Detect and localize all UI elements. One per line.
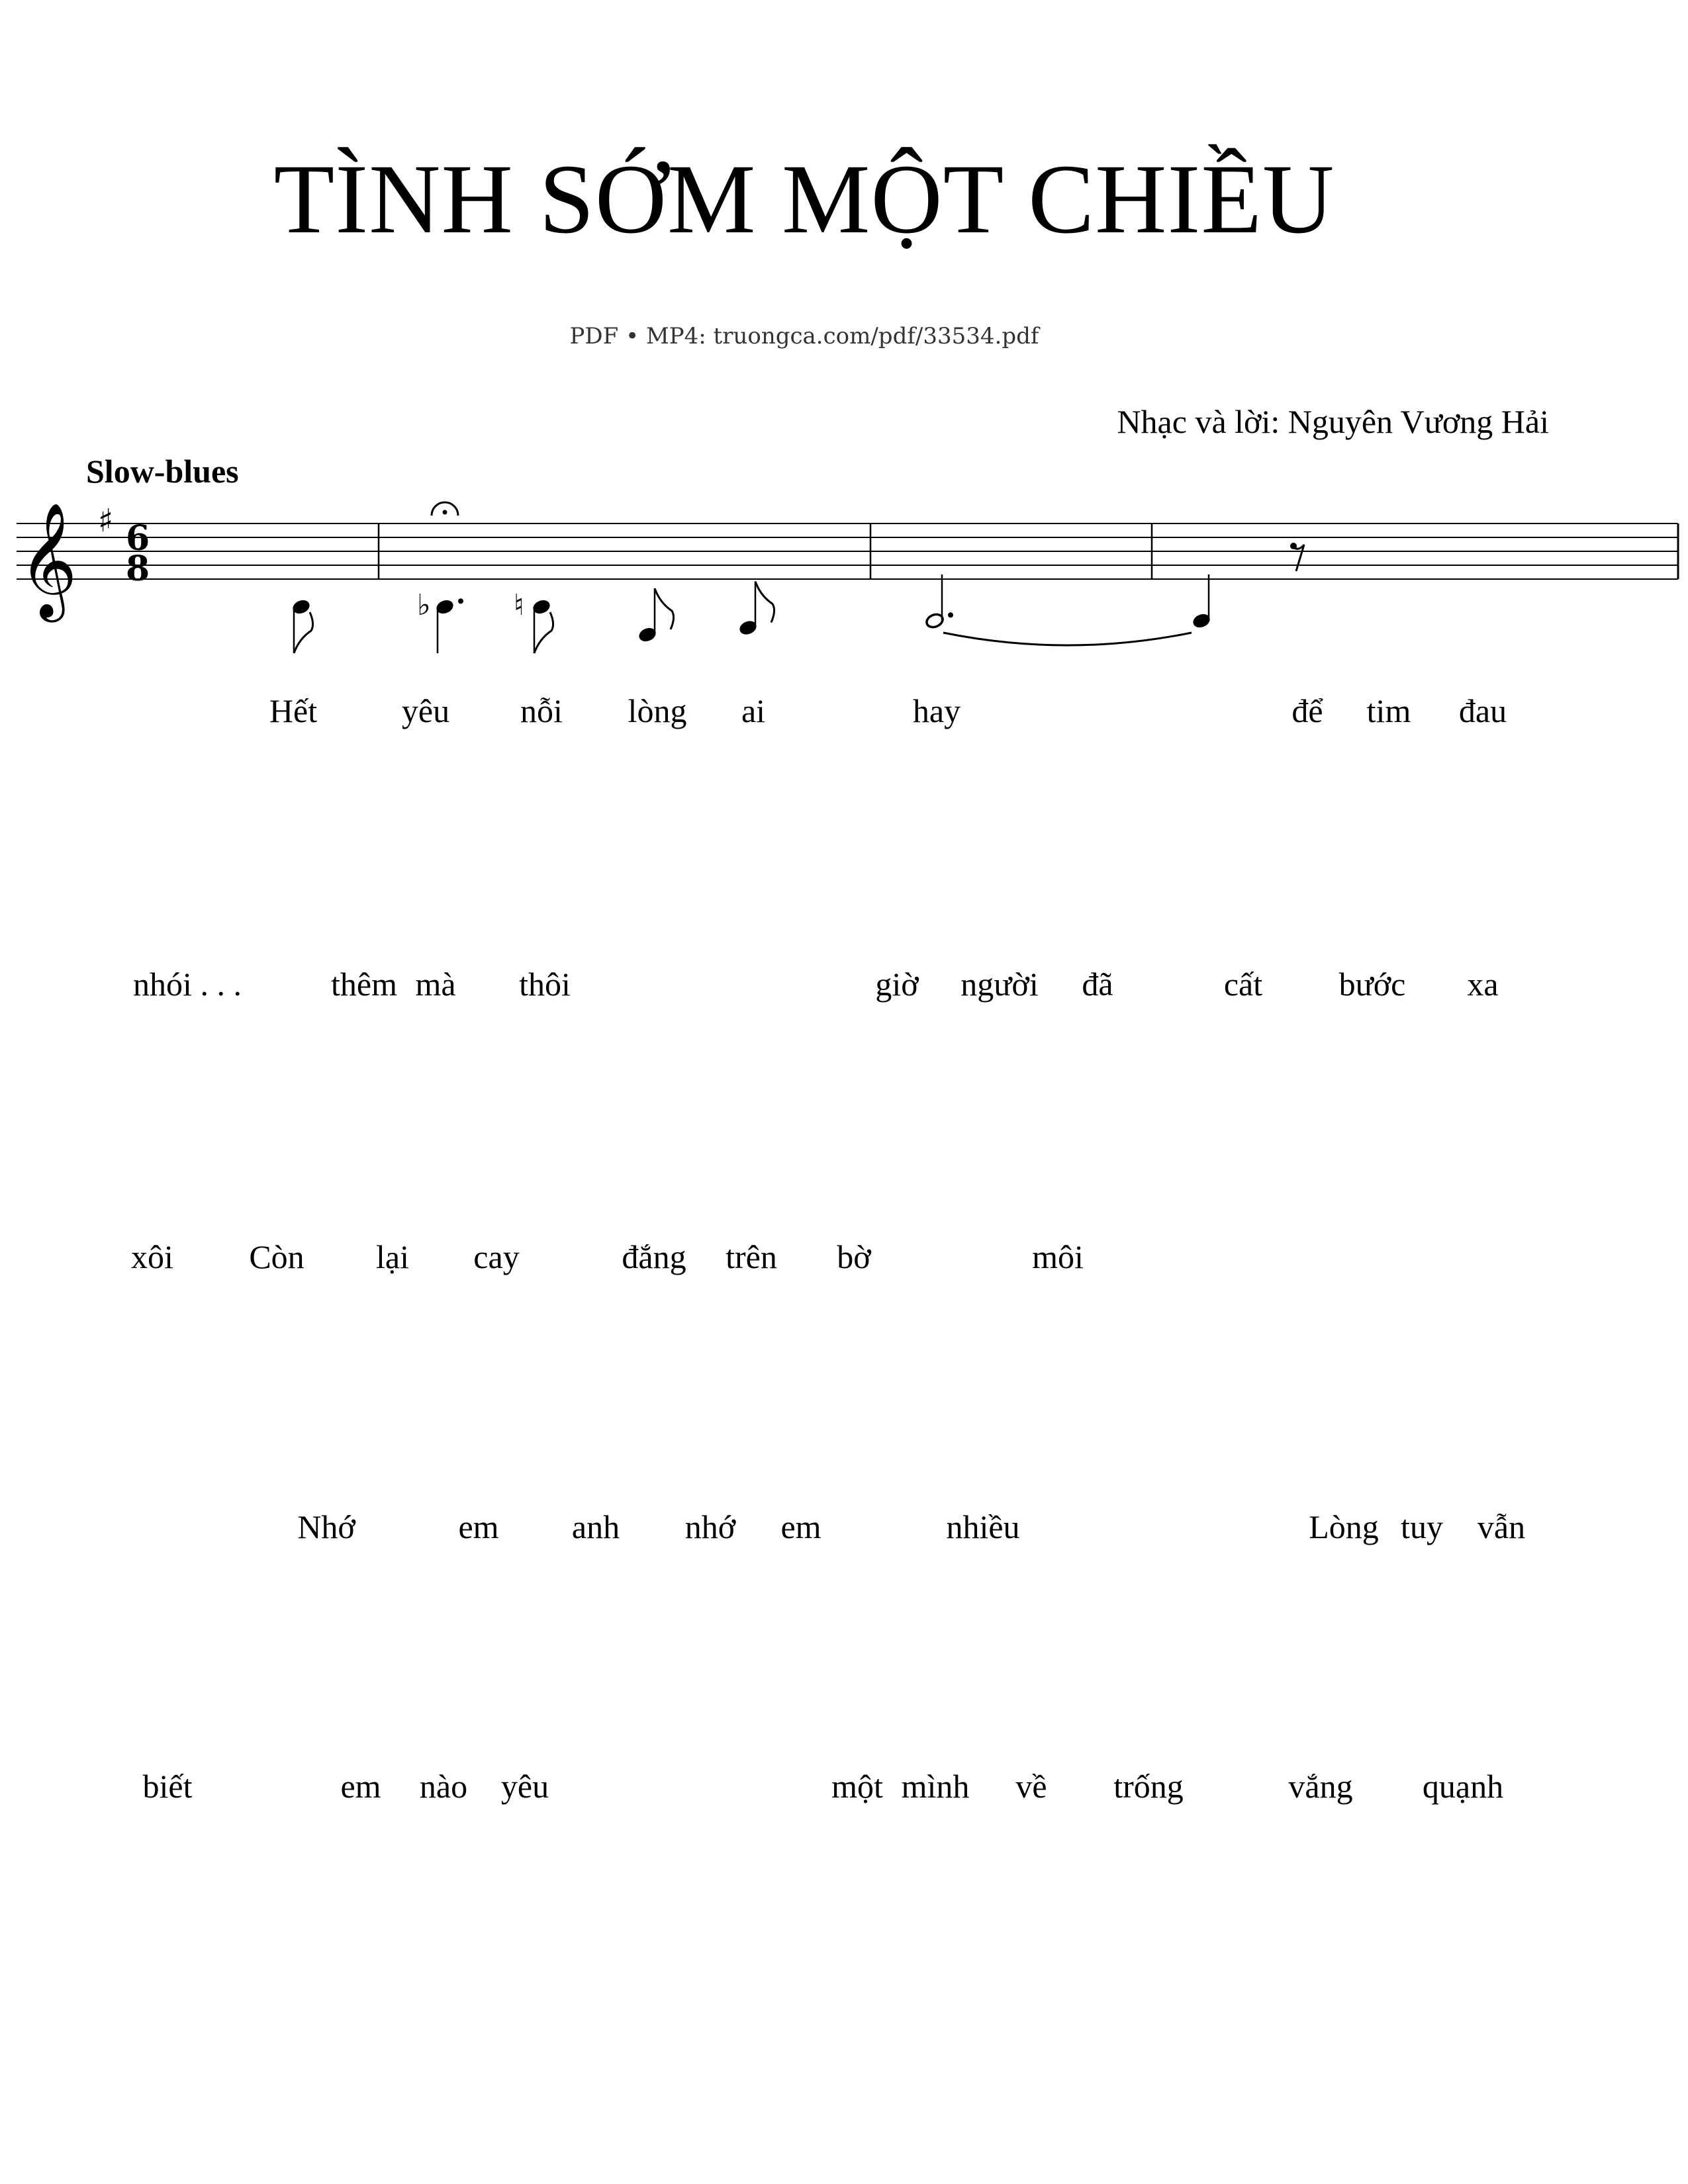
tempo-marking: Slow-blues: [86, 453, 239, 490]
lyric-syllable: giờ: [875, 966, 919, 1003]
song-title: TÌNH SỚM MỘT CHIỀU: [273, 144, 1335, 254]
lyric-syllable: em: [780, 1508, 821, 1545]
lyric-syllable: đau: [1458, 692, 1507, 729]
lyric-syllable: để: [1291, 692, 1323, 729]
lyric-syllable: về: [1015, 1768, 1047, 1805]
tie: [943, 633, 1192, 645]
lyric-syllable: anh: [571, 1508, 620, 1545]
lyric-syllable: nhớ: [684, 1508, 736, 1545]
lyric-syllable: ai: [741, 692, 766, 729]
natural-icon: ♮: [514, 588, 524, 622]
eighth-rest-dot: [1290, 543, 1297, 549]
key-signature-sharp-icon: ♯: [98, 502, 114, 539]
composer-credit: Nhạc và lời: Nguyên Vương Hải: [1117, 403, 1549, 440]
lyric-syllable: tim: [1366, 692, 1411, 729]
flag: [755, 582, 774, 623]
lyric-syllable: trống: [1113, 1768, 1184, 1805]
lyric-syllable: Lòng: [1309, 1508, 1379, 1545]
lyric-syllable: cay: [473, 1238, 520, 1275]
lyric-syllable: tuy: [1401, 1508, 1443, 1545]
lyric-syllable: thêm: [331, 966, 397, 1003]
time-signature-denominator: 8: [126, 549, 150, 589]
lyric-syllable: nào: [419, 1768, 468, 1805]
lyric-syllable: vắng: [1288, 1768, 1353, 1805]
lyric-syllable: em: [458, 1508, 499, 1545]
staff-system-1: [17, 502, 1678, 653]
lyric-syllable: hay: [912, 692, 961, 729]
source-link[interactable]: PDF • MP4: truongca.com/pdf/33534.pdf: [569, 323, 1039, 349]
lyric-syllable: cất: [1223, 966, 1263, 1003]
dot: [948, 612, 953, 617]
lyric-syllable: đắng: [622, 1238, 686, 1275]
dot: [458, 598, 463, 604]
lyric-syllable: yêu: [401, 692, 450, 729]
lyric-syllable: em: [340, 1768, 381, 1805]
lyric-syllable: mà: [415, 966, 456, 1003]
lyric-syllable: quạnh: [1422, 1768, 1504, 1805]
lyric-syllable: yêu: [500, 1768, 549, 1805]
lyric-syllable: trên: [726, 1238, 777, 1275]
flag: [294, 612, 313, 653]
flag: [534, 612, 553, 653]
lyric-syllable: mình: [901, 1768, 970, 1805]
lyric-syllable: môi: [1032, 1238, 1084, 1275]
fermata-dot: [443, 510, 447, 515]
lyric-syllable: biết: [142, 1768, 193, 1805]
lyric-syllable: Còn: [249, 1238, 305, 1275]
lyric-syllable: một: [831, 1768, 883, 1805]
lyric-syllable: thôi: [519, 966, 571, 1003]
lyric-syllable: nhói . . .: [133, 966, 242, 1003]
lyric-syllable: bước: [1338, 966, 1406, 1003]
treble-clef-icon: 𝄞: [19, 502, 77, 617]
lyric-syllable: nỗi: [520, 692, 563, 729]
time-signature-numerator: 6: [126, 518, 150, 559]
lyric-syllable: lòng: [628, 692, 687, 729]
lyric-syllable: nhiều: [946, 1508, 1020, 1545]
lyric-syllable: Hết: [269, 692, 318, 729]
lyric-syllable: đã: [1082, 966, 1113, 1003]
flat-icon: ♭: [417, 588, 431, 622]
lyric-syllable: vẫn: [1477, 1508, 1526, 1545]
lyric-syllable: xa: [1467, 966, 1499, 1003]
lyric-syllable: lại: [376, 1238, 409, 1275]
flag: [655, 588, 674, 629]
lyric-syllable: bờ: [837, 1238, 871, 1275]
lyric-syllable: người: [961, 966, 1039, 1003]
lyric-syllable: Nhớ: [297, 1508, 355, 1545]
lyric-syllable: xôi: [131, 1238, 173, 1275]
